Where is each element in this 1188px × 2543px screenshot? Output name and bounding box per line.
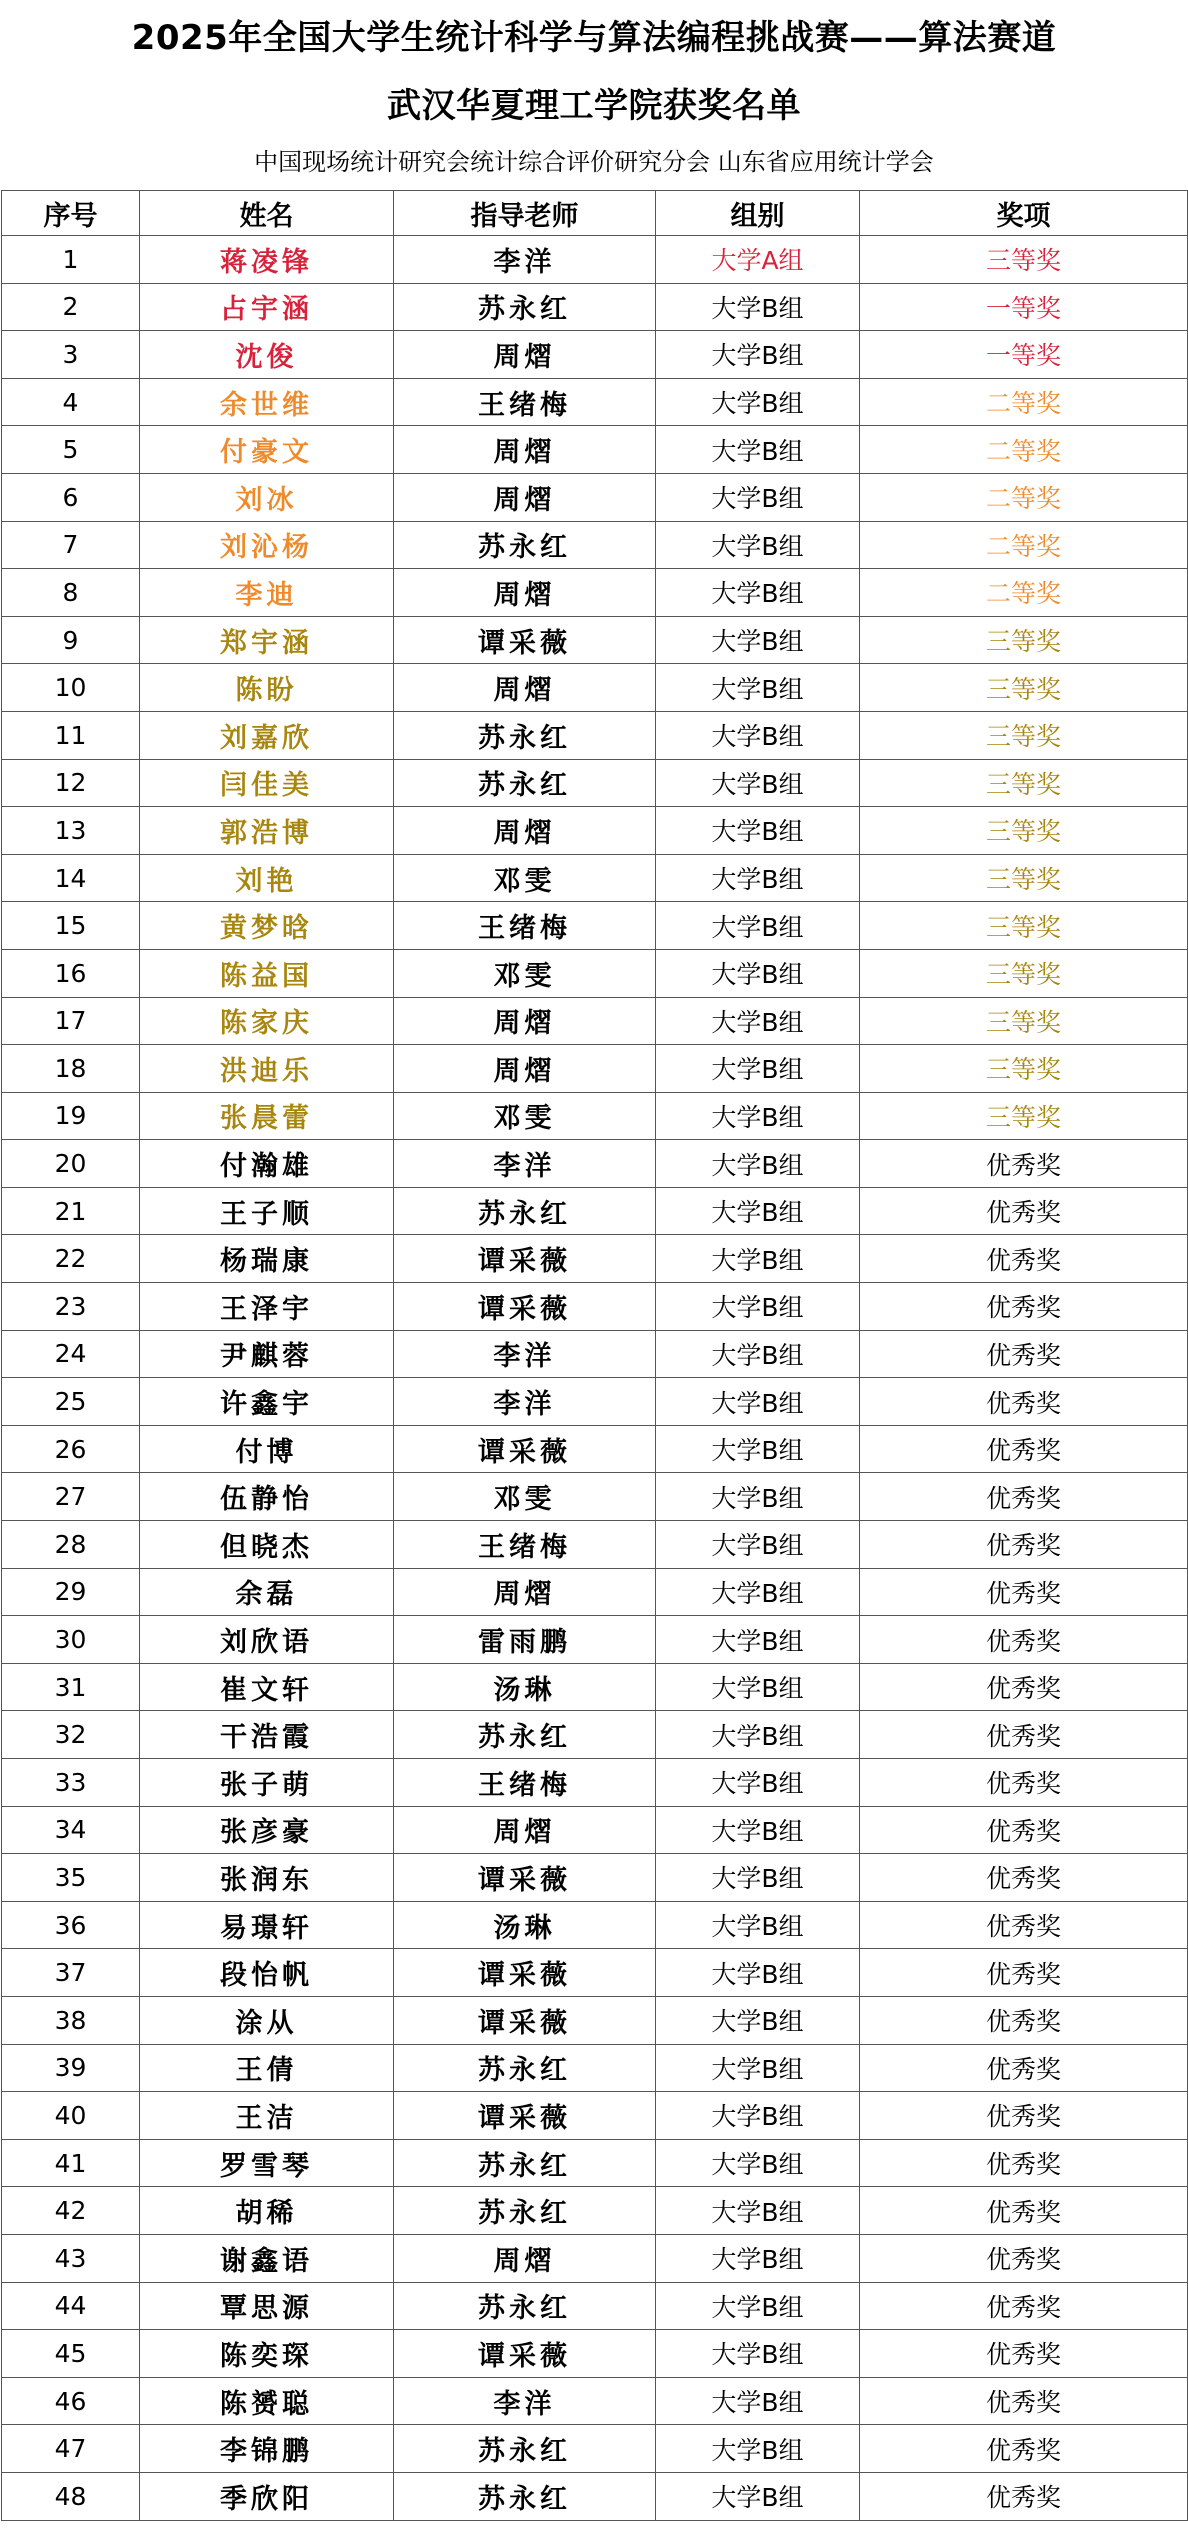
cell-index: 19 — [2, 1092, 140, 1140]
cell-advisor: 李洋 — [394, 1378, 656, 1426]
cell-group: 大学B组 — [656, 2139, 860, 2187]
cell-name: 付博 — [140, 1425, 394, 1473]
cell-group: 大学B组 — [656, 1187, 860, 1235]
cell-award: 优秀奖 — [860, 2092, 1188, 2140]
cell-advisor: 谭采薇 — [394, 1283, 656, 1331]
cell-group: 大学B组 — [656, 2472, 860, 2520]
header-group: 组别 — [656, 191, 860, 236]
cell-name: 张彦豪 — [140, 1806, 394, 1854]
header-index: 序号 — [2, 191, 140, 236]
cell-advisor: 苏永红 — [394, 2044, 656, 2092]
cell-name: 蒋凌锋 — [140, 236, 394, 284]
cell-award: 二等奖 — [860, 473, 1188, 521]
cell-group: 大学B组 — [656, 2092, 860, 2140]
cell-name: 干浩霞 — [140, 1711, 394, 1759]
cell-award: 三等奖 — [860, 664, 1188, 712]
cell-name: 王泽宇 — [140, 1283, 394, 1331]
table-row — [2, 949, 1188, 997]
cell-award: 三等奖 — [860, 807, 1188, 855]
cell-index: 47 — [2, 2425, 140, 2473]
cell-index: 16 — [2, 949, 140, 997]
cell-name: 王子顺 — [140, 1187, 394, 1235]
cell-group: 大学B组 — [656, 473, 860, 521]
cell-group: 大学A组 — [656, 236, 860, 284]
cell-group: 大学B组 — [656, 1473, 860, 1521]
table-row — [2, 1330, 1188, 1378]
cell-advisor: 李洋 — [394, 236, 656, 284]
cell-award: 三等奖 — [860, 854, 1188, 902]
cell-group: 大学B组 — [656, 1378, 860, 1426]
cell-name: 崔文轩 — [140, 1663, 394, 1711]
table-row — [2, 2139, 1188, 2187]
cell-name: 陈家庆 — [140, 997, 394, 1045]
cell-advisor: 汤琳 — [394, 1663, 656, 1711]
cell-advisor: 周熠 — [394, 1568, 656, 1616]
cell-advisor: 邓雯 — [394, 854, 656, 902]
table-row — [2, 759, 1188, 807]
cell-advisor: 谭采薇 — [394, 616, 656, 664]
cell-award: 优秀奖 — [860, 1330, 1188, 1378]
cell-name: 李锦鹏 — [140, 2425, 394, 2473]
table-row — [2, 521, 1188, 569]
cell-index: 18 — [2, 1045, 140, 1093]
table-row — [2, 2044, 1188, 2092]
cell-award: 优秀奖 — [860, 1473, 1188, 1521]
cell-name: 陈盼 — [140, 664, 394, 712]
table-row — [2, 1378, 1188, 1426]
cell-index: 33 — [2, 1759, 140, 1807]
table-row — [2, 807, 1188, 855]
cell-advisor: 苏永红 — [394, 1187, 656, 1235]
cell-advisor: 周熠 — [394, 807, 656, 855]
cell-index: 31 — [2, 1663, 140, 1711]
cell-group: 大学B组 — [656, 807, 860, 855]
cell-name: 易璟轩 — [140, 1901, 394, 1949]
table-row — [2, 1996, 1188, 2044]
cell-index: 21 — [2, 1187, 140, 1235]
cell-advisor: 王绪梅 — [394, 1521, 656, 1569]
cell-name: 但晓杰 — [140, 1521, 394, 1569]
cell-group: 大学B组 — [656, 521, 860, 569]
cell-index: 4 — [2, 378, 140, 426]
cell-advisor: 雷雨鹏 — [394, 1616, 656, 1664]
cell-name: 覃思源 — [140, 2282, 394, 2330]
cell-name: 张晨蕾 — [140, 1092, 394, 1140]
cell-index: 14 — [2, 854, 140, 902]
table-row — [2, 1806, 1188, 1854]
cell-group: 大学B组 — [656, 2377, 860, 2425]
cell-index: 11 — [2, 711, 140, 759]
table-row — [2, 711, 1188, 759]
cell-award: 优秀奖 — [860, 1187, 1188, 1235]
table-row — [2, 1521, 1188, 1569]
cell-group: 大学B组 — [656, 2234, 860, 2282]
cell-index: 24 — [2, 1330, 140, 1378]
cell-advisor: 周熠 — [394, 331, 656, 379]
table-row — [2, 1854, 1188, 1902]
cell-advisor: 周熠 — [394, 473, 656, 521]
cell-index: 27 — [2, 1473, 140, 1521]
cell-group: 大学B组 — [656, 1235, 860, 1283]
cell-award: 三等奖 — [860, 711, 1188, 759]
cell-group: 大学B组 — [656, 902, 860, 950]
table-row — [2, 2425, 1188, 2473]
cell-award: 优秀奖 — [860, 1949, 1188, 1997]
cell-award: 优秀奖 — [860, 1663, 1188, 1711]
table-row — [2, 283, 1188, 331]
cell-index: 45 — [2, 2330, 140, 2378]
cell-award: 二等奖 — [860, 378, 1188, 426]
cell-group: 大学B组 — [656, 1759, 860, 1807]
cell-advisor: 苏永红 — [394, 2139, 656, 2187]
table-row — [2, 1616, 1188, 1664]
cell-name: 张润东 — [140, 1854, 394, 1902]
table-row — [2, 2330, 1188, 2378]
cell-name: 杨瑞康 — [140, 1235, 394, 1283]
table-row — [2, 854, 1188, 902]
table-row — [2, 1092, 1188, 1140]
cell-index: 44 — [2, 2282, 140, 2330]
cell-name: 伍静怡 — [140, 1473, 394, 1521]
cell-advisor: 谭采薇 — [394, 1425, 656, 1473]
cell-award: 优秀奖 — [860, 1521, 1188, 1569]
cell-advisor: 李洋 — [394, 1140, 656, 1188]
cell-index: 7 — [2, 521, 140, 569]
table-row — [2, 1283, 1188, 1331]
cell-name: 王洁 — [140, 2092, 394, 2140]
cell-name: 许鑫宇 — [140, 1378, 394, 1426]
cell-index: 26 — [2, 1425, 140, 1473]
table-row — [2, 1235, 1188, 1283]
cell-index: 9 — [2, 616, 140, 664]
table-row — [2, 473, 1188, 521]
cell-name: 沈俊 — [140, 331, 394, 379]
cell-advisor: 谭采薇 — [394, 2330, 656, 2378]
cell-index: 34 — [2, 1806, 140, 1854]
cell-award: 优秀奖 — [860, 2139, 1188, 2187]
cell-award: 三等奖 — [860, 616, 1188, 664]
cell-advisor: 苏永红 — [394, 1711, 656, 1759]
cell-name: 陈奕琛 — [140, 2330, 394, 2378]
table-row — [2, 1949, 1188, 1997]
cell-group: 大学B组 — [656, 2425, 860, 2473]
table-row — [2, 2187, 1188, 2235]
cell-group: 大学B组 — [656, 1663, 860, 1711]
cell-name: 陈益国 — [140, 949, 394, 997]
cell-award: 优秀奖 — [860, 1759, 1188, 1807]
cell-name: 余磊 — [140, 1568, 394, 1616]
cell-award: 二等奖 — [860, 521, 1188, 569]
table-row — [2, 2377, 1188, 2425]
cell-group: 大学B组 — [656, 283, 860, 331]
cell-award: 一等奖 — [860, 283, 1188, 331]
cell-award: 优秀奖 — [860, 1140, 1188, 1188]
cell-index: 10 — [2, 664, 140, 712]
cell-index: 20 — [2, 1140, 140, 1188]
cell-index: 15 — [2, 902, 140, 950]
table-row — [2, 2234, 1188, 2282]
cell-award: 优秀奖 — [860, 1235, 1188, 1283]
cell-group: 大学B组 — [656, 759, 860, 807]
table-row — [2, 2282, 1188, 2330]
cell-advisor: 苏永红 — [394, 759, 656, 807]
cell-group: 大学B组 — [656, 2282, 860, 2330]
table-row — [2, 664, 1188, 712]
cell-award: 优秀奖 — [860, 2377, 1188, 2425]
cell-award: 三等奖 — [860, 949, 1188, 997]
cell-index: 28 — [2, 1521, 140, 1569]
cell-award: 三等奖 — [860, 1092, 1188, 1140]
cell-index: 5 — [2, 426, 140, 474]
cell-advisor: 苏永红 — [394, 2425, 656, 2473]
cell-index: 32 — [2, 1711, 140, 1759]
table-row — [2, 1663, 1188, 1711]
cell-group: 大学B组 — [656, 1092, 860, 1140]
cell-advisor: 苏永红 — [394, 711, 656, 759]
cell-name: 王倩 — [140, 2044, 394, 2092]
cell-index: 48 — [2, 2472, 140, 2520]
cell-name: 刘冰 — [140, 473, 394, 521]
cell-index: 29 — [2, 1568, 140, 1616]
cell-group: 大学B组 — [656, 711, 860, 759]
cell-advisor: 苏永红 — [394, 2472, 656, 2520]
table-row — [2, 997, 1188, 1045]
cell-advisor: 李洋 — [394, 2377, 656, 2425]
cell-name: 季欣阳 — [140, 2472, 394, 2520]
cell-name: 付瀚雄 — [140, 1140, 394, 1188]
cell-advisor: 周熠 — [394, 1806, 656, 1854]
cell-index: 37 — [2, 1949, 140, 1997]
cell-award: 优秀奖 — [860, 1378, 1188, 1426]
header-advisor: 指导老师 — [394, 191, 656, 236]
cell-name: 余世维 — [140, 378, 394, 426]
cell-name: 刘沁杨 — [140, 521, 394, 569]
table-row — [2, 378, 1188, 426]
cell-index: 39 — [2, 2044, 140, 2092]
cell-index: 6 — [2, 473, 140, 521]
cell-advisor: 周熠 — [394, 1045, 656, 1093]
cell-index: 30 — [2, 1616, 140, 1664]
cell-advisor: 谭采薇 — [394, 1949, 656, 1997]
cell-name: 郑宇涵 — [140, 616, 394, 664]
cell-name: 涂从 — [140, 1996, 394, 2044]
page-title: 2025年全国大学生统计科学与算法编程挑战赛——算法赛道 — [131, 18, 1057, 58]
table-row — [2, 1711, 1188, 1759]
cell-advisor: 苏永红 — [394, 2282, 656, 2330]
cell-name: 李迪 — [140, 569, 394, 617]
cell-name: 陈赟聪 — [140, 2377, 394, 2425]
cell-award: 优秀奖 — [860, 1425, 1188, 1473]
cell-index: 3 — [2, 331, 140, 379]
award-table — [1, 190, 1188, 2521]
cell-advisor: 邓雯 — [394, 949, 656, 997]
cell-award: 优秀奖 — [860, 1616, 1188, 1664]
cell-award: 优秀奖 — [860, 2234, 1188, 2282]
cell-group: 大学B组 — [656, 1425, 860, 1473]
cell-award: 二等奖 — [860, 569, 1188, 617]
cell-index: 1 — [2, 236, 140, 284]
cell-name: 刘嘉欣 — [140, 711, 394, 759]
cell-index: 12 — [2, 759, 140, 807]
cell-group: 大学B组 — [656, 1045, 860, 1093]
table-row — [2, 569, 1188, 617]
cell-index: 35 — [2, 1854, 140, 1902]
cell-group: 大学B组 — [656, 1568, 860, 1616]
cell-award: 优秀奖 — [860, 1283, 1188, 1331]
cell-index: 25 — [2, 1378, 140, 1426]
cell-index: 23 — [2, 1283, 140, 1331]
cell-group: 大学B组 — [656, 1283, 860, 1331]
table-row — [2, 236, 1188, 284]
cell-award: 优秀奖 — [860, 1806, 1188, 1854]
cell-name: 郭浩博 — [140, 807, 394, 855]
cell-group: 大学B组 — [656, 997, 860, 1045]
cell-group: 大学B组 — [656, 1996, 860, 2044]
cell-award: 优秀奖 — [860, 2472, 1188, 2520]
cell-name: 占宇涵 — [140, 283, 394, 331]
cell-group: 大学B组 — [656, 949, 860, 997]
cell-name: 尹麒蓉 — [140, 1330, 394, 1378]
cell-group: 大学B组 — [656, 378, 860, 426]
table-body — [2, 236, 1188, 2521]
cell-name: 刘欣语 — [140, 1616, 394, 1664]
cell-index: 42 — [2, 2187, 140, 2235]
cell-index: 41 — [2, 2139, 140, 2187]
cell-award: 二等奖 — [860, 426, 1188, 474]
cell-group: 大学B组 — [656, 1949, 860, 1997]
cell-award: 优秀奖 — [860, 1854, 1188, 1902]
cell-award: 优秀奖 — [860, 2330, 1188, 2378]
cell-name: 洪迪乐 — [140, 1045, 394, 1093]
cell-advisor: 周熠 — [394, 664, 656, 712]
table-row — [2, 1473, 1188, 1521]
cell-award: 优秀奖 — [860, 2187, 1188, 2235]
cell-name: 闫佳美 — [140, 759, 394, 807]
cell-advisor: 周熠 — [394, 426, 656, 474]
cell-advisor: 周熠 — [394, 2234, 656, 2282]
cell-award: 三等奖 — [860, 902, 1188, 950]
cell-award: 优秀奖 — [860, 1901, 1188, 1949]
table-row — [2, 331, 1188, 379]
cell-group: 大学B组 — [656, 2330, 860, 2378]
cell-advisor: 苏永红 — [394, 521, 656, 569]
organizer-line: 中国现场统计研究会统计综合评价研究分会 山东省应用统计学会 — [254, 148, 934, 176]
cell-award: 三等奖 — [860, 759, 1188, 807]
cell-name: 罗雪琴 — [140, 2139, 394, 2187]
cell-group: 大学B组 — [656, 1521, 860, 1569]
table-row — [2, 902, 1188, 950]
cell-group: 大学B组 — [656, 854, 860, 902]
cell-advisor: 谭采薇 — [394, 2092, 656, 2140]
cell-group: 大学B组 — [656, 1140, 860, 1188]
cell-advisor: 李洋 — [394, 1330, 656, 1378]
cell-advisor: 周熠 — [394, 997, 656, 1045]
cell-group: 大学B组 — [656, 1711, 860, 1759]
cell-advisor: 邓雯 — [394, 1473, 656, 1521]
table-row — [2, 1901, 1188, 1949]
cell-group: 大学B组 — [656, 1901, 860, 1949]
cell-group: 大学B组 — [656, 1616, 860, 1664]
cell-index: 22 — [2, 1235, 140, 1283]
cell-index: 2 — [2, 283, 140, 331]
cell-award: 优秀奖 — [860, 1711, 1188, 1759]
table-row — [2, 1425, 1188, 1473]
table-row — [2, 1045, 1188, 1093]
cell-group: 大学B组 — [656, 331, 860, 379]
cell-award: 一等奖 — [860, 331, 1188, 379]
cell-award: 优秀奖 — [860, 2282, 1188, 2330]
cell-index: 13 — [2, 807, 140, 855]
cell-index: 43 — [2, 2234, 140, 2282]
cell-index: 46 — [2, 2377, 140, 2425]
table-row — [2, 1140, 1188, 1188]
cell-index: 36 — [2, 1901, 140, 1949]
cell-award: 三等奖 — [860, 997, 1188, 1045]
table-header-row — [2, 191, 1188, 236]
table-row — [2, 1568, 1188, 1616]
header-award: 奖项 — [860, 191, 1188, 236]
table-row — [2, 1759, 1188, 1807]
cell-name: 刘艳 — [140, 854, 394, 902]
cell-index: 38 — [2, 1996, 140, 2044]
cell-name: 段怡帆 — [140, 1949, 394, 1997]
cell-award: 优秀奖 — [860, 2044, 1188, 2092]
cell-advisor: 苏永红 — [394, 283, 656, 331]
table-row — [2, 2472, 1188, 2520]
cell-advisor: 王绪梅 — [394, 378, 656, 426]
cell-name: 胡稀 — [140, 2187, 394, 2235]
cell-award: 优秀奖 — [860, 1568, 1188, 1616]
cell-index: 8 — [2, 569, 140, 617]
header-name: 姓名 — [140, 191, 394, 236]
table-row — [2, 1187, 1188, 1235]
cell-name: 谢鑫语 — [140, 2234, 394, 2282]
table-row — [2, 426, 1188, 474]
cell-name: 付豪文 — [140, 426, 394, 474]
page-subtitle-school: 武汉华夏理工学院获奖名单 — [387, 86, 801, 126]
table-row — [2, 2092, 1188, 2140]
cell-index: 40 — [2, 2092, 140, 2140]
cell-group: 大学B组 — [656, 2187, 860, 2235]
cell-award: 三等奖 — [860, 1045, 1188, 1093]
cell-award: 三等奖 — [860, 236, 1188, 284]
cell-advisor: 谭采薇 — [394, 1996, 656, 2044]
cell-advisor: 苏永红 — [394, 2187, 656, 2235]
cell-group: 大学B组 — [656, 1806, 860, 1854]
cell-name: 张子萌 — [140, 1759, 394, 1807]
cell-advisor: 周熠 — [394, 569, 656, 617]
cell-group: 大学B组 — [656, 569, 860, 617]
cell-group: 大学B组 — [656, 426, 860, 474]
cell-advisor: 邓雯 — [394, 1092, 656, 1140]
cell-advisor: 汤琳 — [394, 1901, 656, 1949]
cell-group: 大学B组 — [656, 1330, 860, 1378]
cell-group: 大学B组 — [656, 1854, 860, 1902]
cell-advisor: 谭采薇 — [394, 1854, 656, 1902]
cell-advisor: 王绪梅 — [394, 902, 656, 950]
cell-group: 大学B组 — [656, 664, 860, 712]
cell-advisor: 谭采薇 — [394, 1235, 656, 1283]
cell-award: 优秀奖 — [860, 1996, 1188, 2044]
cell-index: 17 — [2, 997, 140, 1045]
cell-group: 大学B组 — [656, 616, 860, 664]
cell-group: 大学B组 — [656, 2044, 860, 2092]
cell-award: 优秀奖 — [860, 2425, 1188, 2473]
table-row — [2, 616, 1188, 664]
cell-name: 黄梦晗 — [140, 902, 394, 950]
cell-advisor: 王绪梅 — [394, 1759, 656, 1807]
